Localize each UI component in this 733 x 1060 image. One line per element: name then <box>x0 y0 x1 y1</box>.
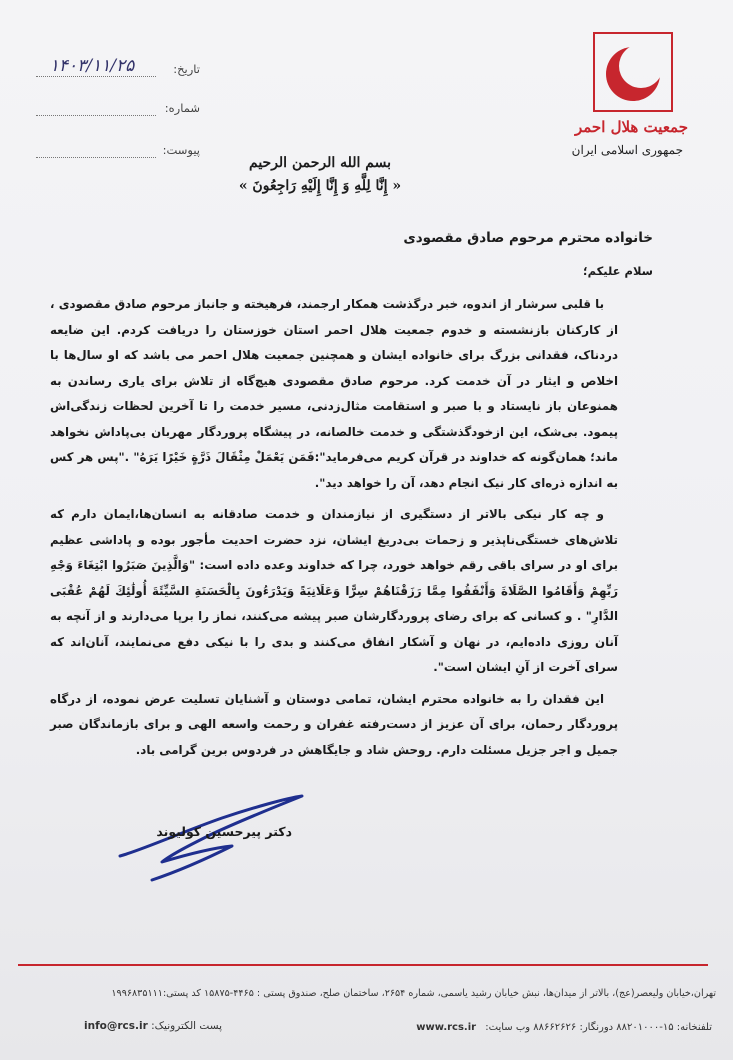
website-link[interactable]: www.rcs.ir <box>416 1022 477 1033</box>
basmala: بسم الله الرحمن الرحیم <box>249 155 391 171</box>
quran-verse: « إِنَّا لِلَّهِ وَ إِنَّا إِلَيْهِ رَاجِعُونَ » <box>238 178 402 194</box>
letter-subject: خانواده محترم مرحوم صادق مقصودی <box>403 230 653 246</box>
red-crescent-logo <box>593 32 673 112</box>
date-label: تاریخ: <box>173 62 200 76</box>
attachment-line <box>36 157 156 158</box>
body-paragraph: و چه کار نیکی بالاتر از دستگیری از نیازمندان و خدمت صادقانه به انسان‌ها،ایمان دارم که تلاش‌های خستگی‌ناپذیر و زحمات بی‌دریغ ایشان، نزد حضرت احدیت مأجور بوده و پاداشی عظیم برای او در سرای باقی رقم خواهد خورد، چرا که خداوند وعده داده است: "وَالَّذِينَ صَبَرُوا ابْتِغَاءَ وَجْهِ رَبِّهِمْ وَأَقَامُوا الصَّلَاةَ وَأَنْفَقُوا مِمَّا رَزَقْنَاهُمْ سِرًّا وَعَلَانِيَةً وَيَدْرَءُونَ بِالْحَسَنَةِ السَّيِّئَةَ أُولَٰئِكَ لَهُمْ عُقْبَى الدَّارِ" . و کسانی که برای رضای پروردگارشان صبر پیشه می‌کنند، نماز را برپا می‌دارند و از آنچه به آنان روزی داده‌ایم، در نهان و آشکار انفاق می‌کنند و بدی را با نیکی دفع می‌نمایند، آنان‌اند که سرای آخرت از آنِ ایشان است". <box>50 507 618 674</box>
date-value: ۱۴۰۳/۱۱/۲۵ <box>49 56 135 76</box>
signer-name: دکتر پیرحسین کولیوند <box>156 824 292 839</box>
letter-greeting: سلام علیکم؛ <box>582 264 653 278</box>
date-line <box>36 76 156 77</box>
email-label: پست الکترونیک: <box>151 1020 223 1032</box>
body-paragraph: با قلبی سرشار از اندوه، خبر درگذشت همکار ارجمند، فرهیخته و جانباز مرحوم صادق مقصودی ، از کارکنان بازنشسته و خدوم جمعیت هلال احمر استان خوزستان را دریافت کردم. این ضایعه دردناک، فقدانی بزرگ برای خانواده ایشان و همچنین جمعیت هلال احمر می باشد که او سال‌ها با اخلاص و ایثار در آن خدمت کرد. مرحوم صادق مقصودی هیچ‌گاه از تلاش برای یاری رساندن به همنوعان باز نایستاد و با صبر و استقامت مثال‌زدنی، مسیر خدمت را تا آخرین لحظات زندگی‌اش پیمود. بی‌شک، این ازخودگذشتگی و خدمت خالصانه، در پیشگاه پروردگار مهربان بی‌پاداش نخواهد ماند؛ همان‌گونه که خداوند در قرآن کریم می‌فرماید":فَمَن يَعْمَلْ مِثْقَالَ ذَرَّةٍ خَيْرًا يَرَهُ" ."پس هر کس به اندازه ذره‌ای کار نیک انجام دهد، آن را خواهد دید". <box>50 297 618 490</box>
org-subtitle: جمهوری اسلامی ایران <box>571 143 683 157</box>
body-paragraph: این فقدان را به خانواده محترم ایشان، تمامی دوستان و آشنایان تسلیت عرض نموده، از درگاه پروردگار رحمان، برای آن عزیز از دست‌رفته غفران و رحمت واسعه الهی و برای بازماندگان صبر جمیل و اجر جزیل مسئلت دارم. روحش شاد و جایگاهش در فردوس برین گرامی باد. <box>50 691 618 757</box>
number-line <box>36 115 156 116</box>
org-name: جمعیت هلال احمر <box>574 118 688 136</box>
number-label: شماره: <box>164 101 200 115</box>
footer-email <box>84 1020 264 1032</box>
letter-body <box>50 292 618 769</box>
crescent-icon <box>604 42 662 102</box>
website-label: وب سایت: <box>485 1022 531 1033</box>
footer-phone: تلفنخانه: ۱۵-۸۸۲۰۱۰۰۰ دورنگار: ۸۸۶۶۲۶۲۶ <box>533 1022 712 1033</box>
footer-address: تهران،خیابان ولیعصر(عج)، بالاتر از میدان‌ها، نبش خیابان رشید یاسمی، شماره ۲۶۵۴، ساختمان صلح، صندوق پستی : ۴۴۶۵-۱۵۸۷۵ کد پستی:۱۹۹۶۸۳۵۱۱۱ <box>111 988 716 999</box>
attachment-label: پیوست: <box>162 143 200 157</box>
email-link[interactable]: info@rcs.ir <box>84 1020 148 1032</box>
footer-divider <box>18 964 708 966</box>
